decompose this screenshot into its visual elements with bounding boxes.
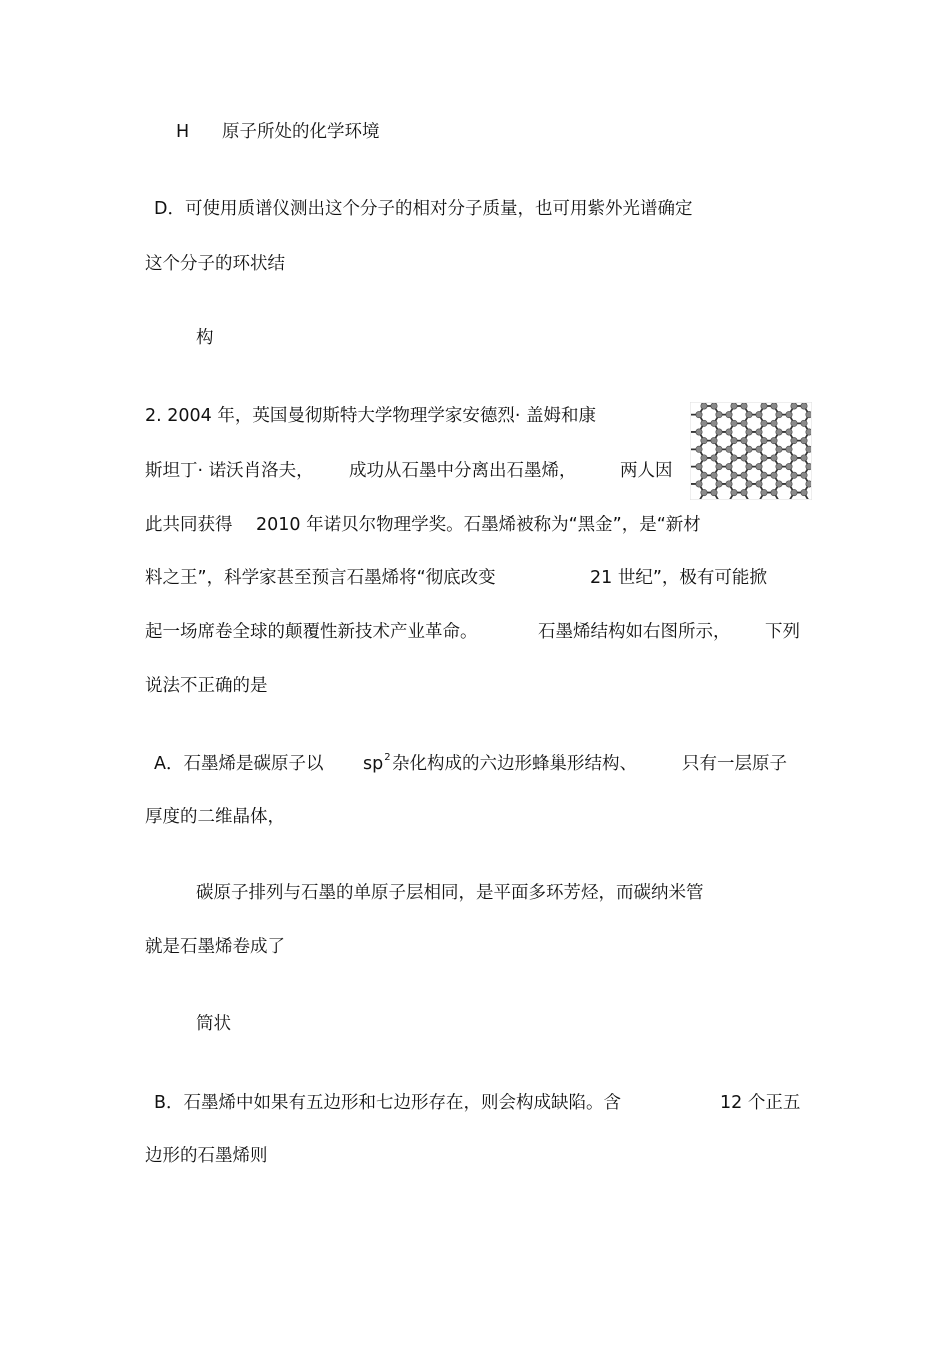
question-2-line-4a: 料之王”，科学家甚至预言石墨烯将“彻底改变 <box>145 568 496 588</box>
question-2-line-5c: 下列 <box>765 622 800 642</box>
carbon-atom <box>801 437 807 443</box>
carbon-atom <box>701 489 707 495</box>
carbon-atom <box>696 481 702 487</box>
option-d-continued: 这个分子的环状结 <box>145 254 285 274</box>
question-2-prompt: 说法不正确的是 <box>145 676 268 696</box>
carbon-atom <box>771 455 777 461</box>
carbon-atom <box>741 420 747 426</box>
carbon-atom <box>711 455 717 461</box>
question-2-line-3a: 此共同获得 <box>145 515 233 535</box>
carbon-atom <box>696 463 702 469</box>
carbon-atom <box>801 420 807 426</box>
carbon-atom <box>701 437 707 443</box>
carbon-atom <box>701 472 707 478</box>
carbon-atom <box>731 403 737 409</box>
carbon-atom <box>776 429 782 435</box>
option-b-line-1b: 12 个正五 <box>720 1093 801 1113</box>
carbon-atom <box>771 403 777 409</box>
carbon-atom <box>756 411 762 417</box>
carbon-atom <box>791 455 797 461</box>
carbon-atom <box>801 472 807 478</box>
carbon-atom <box>756 446 762 452</box>
carbon-atom <box>791 403 797 409</box>
carbon-atom <box>701 403 707 409</box>
carbon-atom <box>761 437 767 443</box>
carbon-atom <box>786 411 792 417</box>
carbon-atom <box>786 481 792 487</box>
carbon-atom <box>771 489 777 495</box>
option-a-line-1a: A．石墨烯是碳原子以 <box>154 754 324 774</box>
carbon-atom <box>731 437 737 443</box>
carbon-atom <box>776 411 782 417</box>
line-h: H <box>176 122 190 142</box>
question-2-line-1: 2. 2004 年，英国曼彻斯特大学物理学家安德烈· 盖姆和康 <box>145 406 596 426</box>
carbon-atom <box>741 437 747 443</box>
carbon-atom <box>716 481 722 487</box>
question-2-line-2c: 两人因 <box>620 461 673 481</box>
carbon-atom <box>716 446 722 452</box>
option-a-line-3: 碳原子排列与石墨的单原子层相同，是平面多环芳烃，而碳纳米管 <box>196 883 704 903</box>
carbon-atom <box>711 472 717 478</box>
carbon-atom <box>741 455 747 461</box>
carbon-atom <box>741 472 747 478</box>
carbon-atom <box>756 429 762 435</box>
carbon-atom <box>791 437 797 443</box>
carbon-atom <box>756 463 762 469</box>
option-a-sp <box>363 752 391 779</box>
question-2-line-2a: 斯坦丁· 诺沃肖洛夫， <box>145 461 314 481</box>
carbon-atom <box>716 463 722 469</box>
option-d-line: D．可使用质谱仪测出这个分子的相对分子质量，也可用紫外光谱确定 <box>154 199 693 219</box>
carbon-atom <box>731 489 737 495</box>
option-a-line-4: 就是石墨烯卷成了 <box>145 937 285 957</box>
graphene-structure-icon <box>690 402 812 500</box>
carbon-atom <box>726 481 732 487</box>
carbon-atom <box>791 489 797 495</box>
carbon-atom <box>786 446 792 452</box>
option-a-sp-text: sp <box>363 754 384 774</box>
carbon-atom <box>771 472 777 478</box>
carbon-atom <box>696 446 702 452</box>
carbon-atom <box>726 429 732 435</box>
carbon-atom <box>731 455 737 461</box>
carbon-atom <box>711 420 717 426</box>
carbon-atom <box>726 463 732 469</box>
carbon-atom <box>696 429 702 435</box>
carbon-atom <box>741 489 747 495</box>
option-a-superscript: 2 <box>384 752 391 763</box>
carbon-atom <box>716 429 722 435</box>
carbon-atom <box>776 446 782 452</box>
carbon-atom <box>801 403 807 409</box>
carbon-atom <box>696 411 702 417</box>
carbon-atom <box>726 411 732 417</box>
carbon-atom <box>716 411 722 417</box>
question-2-line-5a: 起一场席卷全球的颠覆性新技术产业革命。 <box>145 622 478 642</box>
line-h-environment: 原子所处的化学环境 <box>222 122 380 142</box>
carbon-atom <box>746 481 752 487</box>
carbon-atom <box>776 463 782 469</box>
carbon-atom <box>746 429 752 435</box>
carbon-atom <box>731 472 737 478</box>
carbon-atom <box>771 437 777 443</box>
carbon-atom <box>761 472 767 478</box>
carbon-atom <box>701 455 707 461</box>
question-2-line-4b: 21 世纪”，极有可能掀 <box>590 568 767 588</box>
carbon-atom <box>771 420 777 426</box>
carbon-atom <box>726 446 732 452</box>
carbon-atom <box>711 437 717 443</box>
question-2-line-3b: 2010 年诺贝尔物理学奖。石墨烯被称为“黑金”，是“新材 <box>256 515 701 535</box>
carbon-atom <box>791 472 797 478</box>
carbon-atom <box>746 446 752 452</box>
option-a-line-1c: 只有一层原子 <box>682 754 787 774</box>
carbon-atom <box>761 403 767 409</box>
option-b-line-1a: B．石墨烯中如果有五边形和七边形存在，则会构成缺陷。含 <box>154 1093 622 1113</box>
carbon-atom <box>776 481 782 487</box>
carbon-atom <box>741 403 747 409</box>
option-a-line-5: 筒状 <box>196 1014 231 1034</box>
carbon-atom <box>761 489 767 495</box>
carbon-atom <box>791 420 797 426</box>
question-2-line-2b: 成功从石墨中分离出石墨烯， <box>349 461 577 481</box>
carbon-atom <box>786 429 792 435</box>
carbon-atom <box>711 489 717 495</box>
carbon-atom <box>701 420 707 426</box>
carbon-atom <box>801 455 807 461</box>
option-a-line-2: 厚度的二维晶体， <box>145 807 285 827</box>
carbon-atom <box>746 411 752 417</box>
carbon-atom <box>786 463 792 469</box>
carbon-atom <box>756 481 762 487</box>
question-2-line-5b: 石墨烯结构如右图所示， <box>538 622 731 642</box>
option-a-line-1b: 杂化构成的六边形蜂巢形结构、 <box>392 754 637 774</box>
carbon-atom <box>761 455 767 461</box>
carbon-atom <box>731 420 737 426</box>
carbon-atom <box>801 489 807 495</box>
carbon-atom <box>746 463 752 469</box>
carbon-atom <box>711 403 717 409</box>
option-b-line-2: 边形的石墨烯则 <box>145 1146 268 1166</box>
option-d-end: 构 <box>196 328 214 348</box>
carbon-atom <box>761 420 767 426</box>
